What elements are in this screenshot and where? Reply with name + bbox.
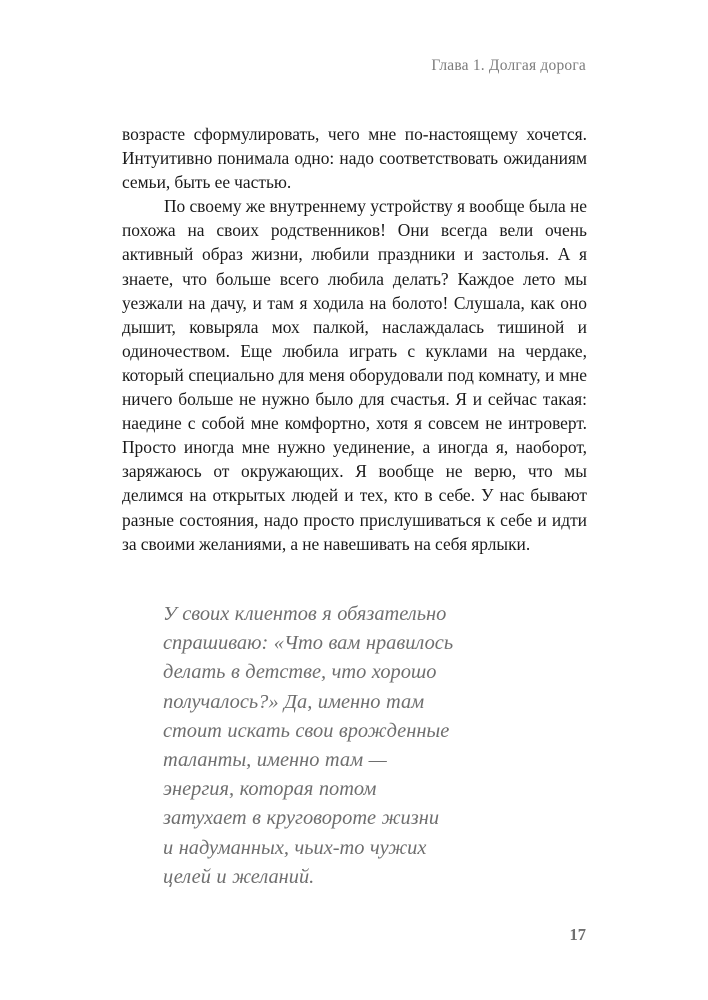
- pull-quote-block: [163, 600, 583, 892]
- pull-quote-line: энергия, которая потом: [163, 778, 377, 801]
- pull-quote-line: стоит искать свои врожденные: [163, 719, 450, 742]
- paragraph-continued: возрасте сформулировать, чего мне по-настоящему хочется. Интуитивно понимала одно: надо соответствовать ожиданиям семьи, быть ее частью.: [122, 124, 587, 193]
- running-head: Глава 1. Долгая дорога: [431, 57, 586, 74]
- pull-quote-line: спрашиваю: «Что вам нравилось: [163, 632, 454, 655]
- pull-quote-line: целей и желаний.: [163, 865, 315, 888]
- pull-quote-line: делать в детстве, что хорошо: [163, 661, 437, 684]
- pull-quote-line: получалось?» Да, именно там: [163, 690, 425, 713]
- pull-quote-line: У своих клиентов я обязательно: [163, 603, 447, 625]
- page-number: 17: [569, 925, 586, 944]
- pull-quote-line: и надуманных, чьих-то чужих: [163, 836, 427, 859]
- body-text-column: [122, 122, 587, 556]
- pull-quote-line: таланты, именно там —: [163, 749, 387, 772]
- paragraph-inner-world: По своему же внутреннему устройству я вообще была не похожа на своих родственников! Они всегда вели очень активный образ жизни, любили праздники и застолья. А я знаете, что больше всего любила делать? Каждое лето мы уезжали на дачу, и там я ходила на болото! Слушала, как оно дышит, ковыряла мох палкой, наслаждалась тишиной и одиночеством. Еще любила играть с куклами на чердаке, который специально для меня оборудовали под комнату, и мне ничего больше не нужно было для счастья. Я и сейчас такая: наедине с собой мне комфортно, хотя я совсем не интроверт. Просто иногда мне нужно уединение, а иногда я, наоборот, заряжаюсь от окружающих. Я вообще не верю, что мы делимся на открытых людей и тех, кто в себе. У нас бывают разные состояния, надо просто прислушиваться к себе и идти за своими желаниями, а не навешивать на себя ярлыки.: [122, 196, 587, 554]
- pull-quote-line: затухает в круговороте жизни: [163, 807, 440, 830]
